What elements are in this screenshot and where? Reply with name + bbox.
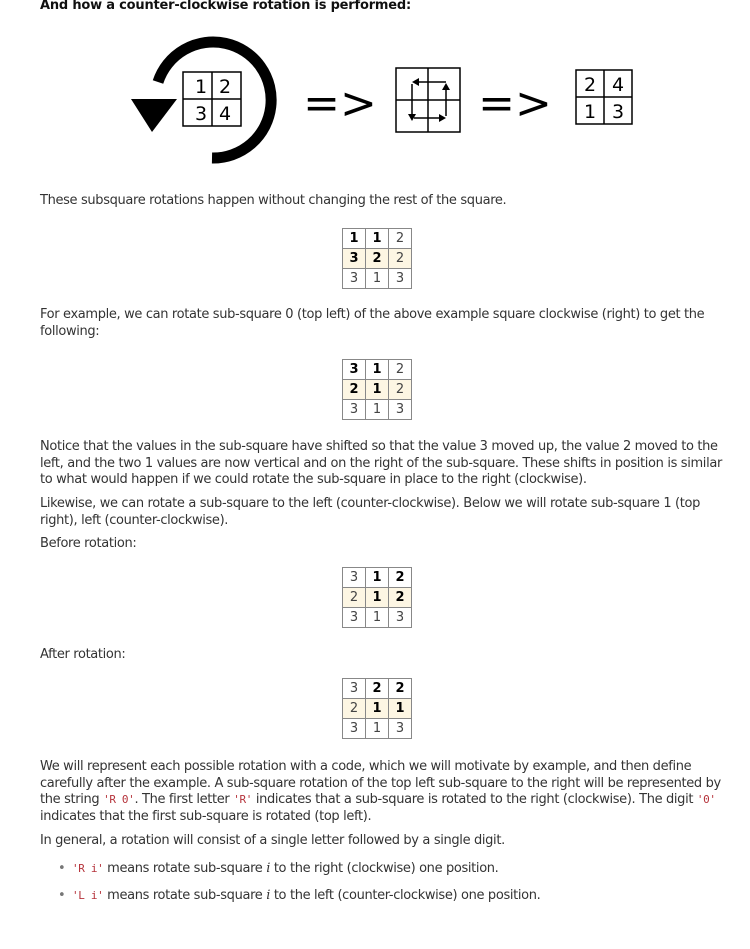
grid-before-rotation (342, 567, 412, 628)
rotation-grid (396, 68, 460, 132)
grid-cell: 3 (343, 679, 366, 699)
start-cell-0-1: 2 (218, 76, 232, 98)
example-grid-b (342, 359, 412, 420)
table-row (343, 229, 412, 249)
end-cell-0-0: 2 (583, 74, 597, 96)
end-grid (576, 70, 632, 124)
end-cell-1-0: 1 (583, 101, 597, 123)
implies-arrow-2: => (478, 78, 552, 129)
grid-cell: 1 (366, 360, 389, 380)
grid-cell: 3 (343, 360, 366, 380)
table-row (343, 699, 412, 719)
grid-cell: 3 (389, 400, 412, 420)
grid-cell: 3 (389, 719, 412, 739)
grid-cell: 1 (389, 699, 412, 719)
implies-arrow-1: => (303, 78, 377, 129)
grid-cell: 3 (343, 719, 366, 739)
table-row (343, 608, 412, 628)
grid-cell: 2 (389, 588, 412, 608)
arrowhead-icon (131, 99, 177, 132)
table-row (343, 588, 412, 608)
rotation-diagram (0, 0, 750, 175)
grid-cell: 3 (343, 568, 366, 588)
list-item: • 'L i' means rotate sub-square i to the left (counter-clockwise) one position. (58, 888, 541, 903)
table-row (343, 679, 412, 699)
paragraph-general: In general, a rotation will consist of a single letter followed by a single digit. (40, 833, 505, 848)
table-row (343, 249, 412, 269)
grid-cell: 2 (389, 679, 412, 699)
grid-cell: 2 (366, 249, 389, 269)
grid-cell: 3 (343, 400, 366, 420)
end-cell-0-1: 4 (611, 74, 625, 96)
label-after-rotation: After rotation: (40, 647, 126, 662)
grid-cell: 2 (389, 360, 412, 380)
table-row (343, 269, 412, 289)
list-item: • 'R i' means rotate sub-square i to the right (clockwise) one position. (58, 861, 499, 876)
grid-cell: 1 (366, 269, 389, 289)
grid-cell: 3 (389, 269, 412, 289)
start-cell-1-0: 3 (194, 103, 208, 125)
code-0: '0' (696, 793, 716, 806)
grid-cell: 3 (343, 269, 366, 289)
table-row (343, 380, 412, 400)
grid-cell: 2 (389, 568, 412, 588)
grid-cell: 1 (366, 608, 389, 628)
grid-cell: 1 (366, 400, 389, 420)
example-grid-a (342, 228, 412, 289)
grid-cell: 2 (389, 249, 412, 269)
grid-cell: 1 (343, 229, 366, 249)
grid-cell: 3 (343, 608, 366, 628)
code-r-0: 'R 0' (103, 793, 135, 806)
table-row (343, 719, 412, 739)
table-row (343, 568, 412, 588)
grid-cell: 3 (389, 608, 412, 628)
start-grid (183, 72, 241, 126)
grid-cell: 1 (366, 719, 389, 739)
section-heading: And how a counter-clockwise rotation is performed: (40, 0, 411, 13)
grid-cell: 2 (366, 679, 389, 699)
grid-cell: 2 (343, 588, 366, 608)
grid-cell: 2 (389, 380, 412, 400)
paragraph-example: For example, we can rotate sub-square 0 (top left) of the above example square clockwise (right) to get the following: (40, 307, 705, 339)
grid-cell: 1 (366, 588, 389, 608)
code-r: 'R' (233, 793, 253, 806)
grid-cell: 2 (389, 229, 412, 249)
label-before-rotation: Before rotation: (40, 536, 137, 551)
grid-after-rotation (342, 678, 412, 739)
end-cell-1-1: 3 (611, 101, 625, 123)
grid-cell: 2 (343, 699, 366, 719)
paragraph-unchanged: These subsquare rotations happen without changing the rest of the square. (40, 193, 507, 208)
table-row (343, 400, 412, 420)
start-cell-1-1: 4 (218, 103, 232, 125)
grid-cell: 2 (343, 380, 366, 400)
paragraph-notice: Notice that the values in the sub-square have shifted so that the value 3 moved up, the value 2 moved to the left, and the two 1 values are now vertical and on the right of the sub-square. These shifts in position is similar to what would happen if we could rotate the sub-square in place to the right (clockwise). (40, 439, 722, 487)
paragraph-code: We will represent each possible rotation with a code, which we will motivate by example, and then define carefully after the example. A sub-square rotation of the top left sub-square to the right will be represented by the string 'R 0'. The first letter 'R' indicates that a sub-square is rotated to the right (clockwise). The digit '0' indicates that the first sub-square is rotated (top left). (40, 759, 721, 824)
grid-cell: 1 (366, 229, 389, 249)
table-row (343, 360, 412, 380)
grid-cell: 1 (366, 568, 389, 588)
grid-cell: 3 (343, 249, 366, 269)
grid-cell: 1 (366, 699, 389, 719)
paragraph-likewise: Likewise, we can rotate a sub-square to the left (counter-clockwise). Below we will rotate sub-square 1 (top right), left (counter-clockwise). (40, 496, 701, 528)
start-cell-0-0: 1 (194, 76, 208, 98)
grid-cell: 1 (366, 380, 389, 400)
